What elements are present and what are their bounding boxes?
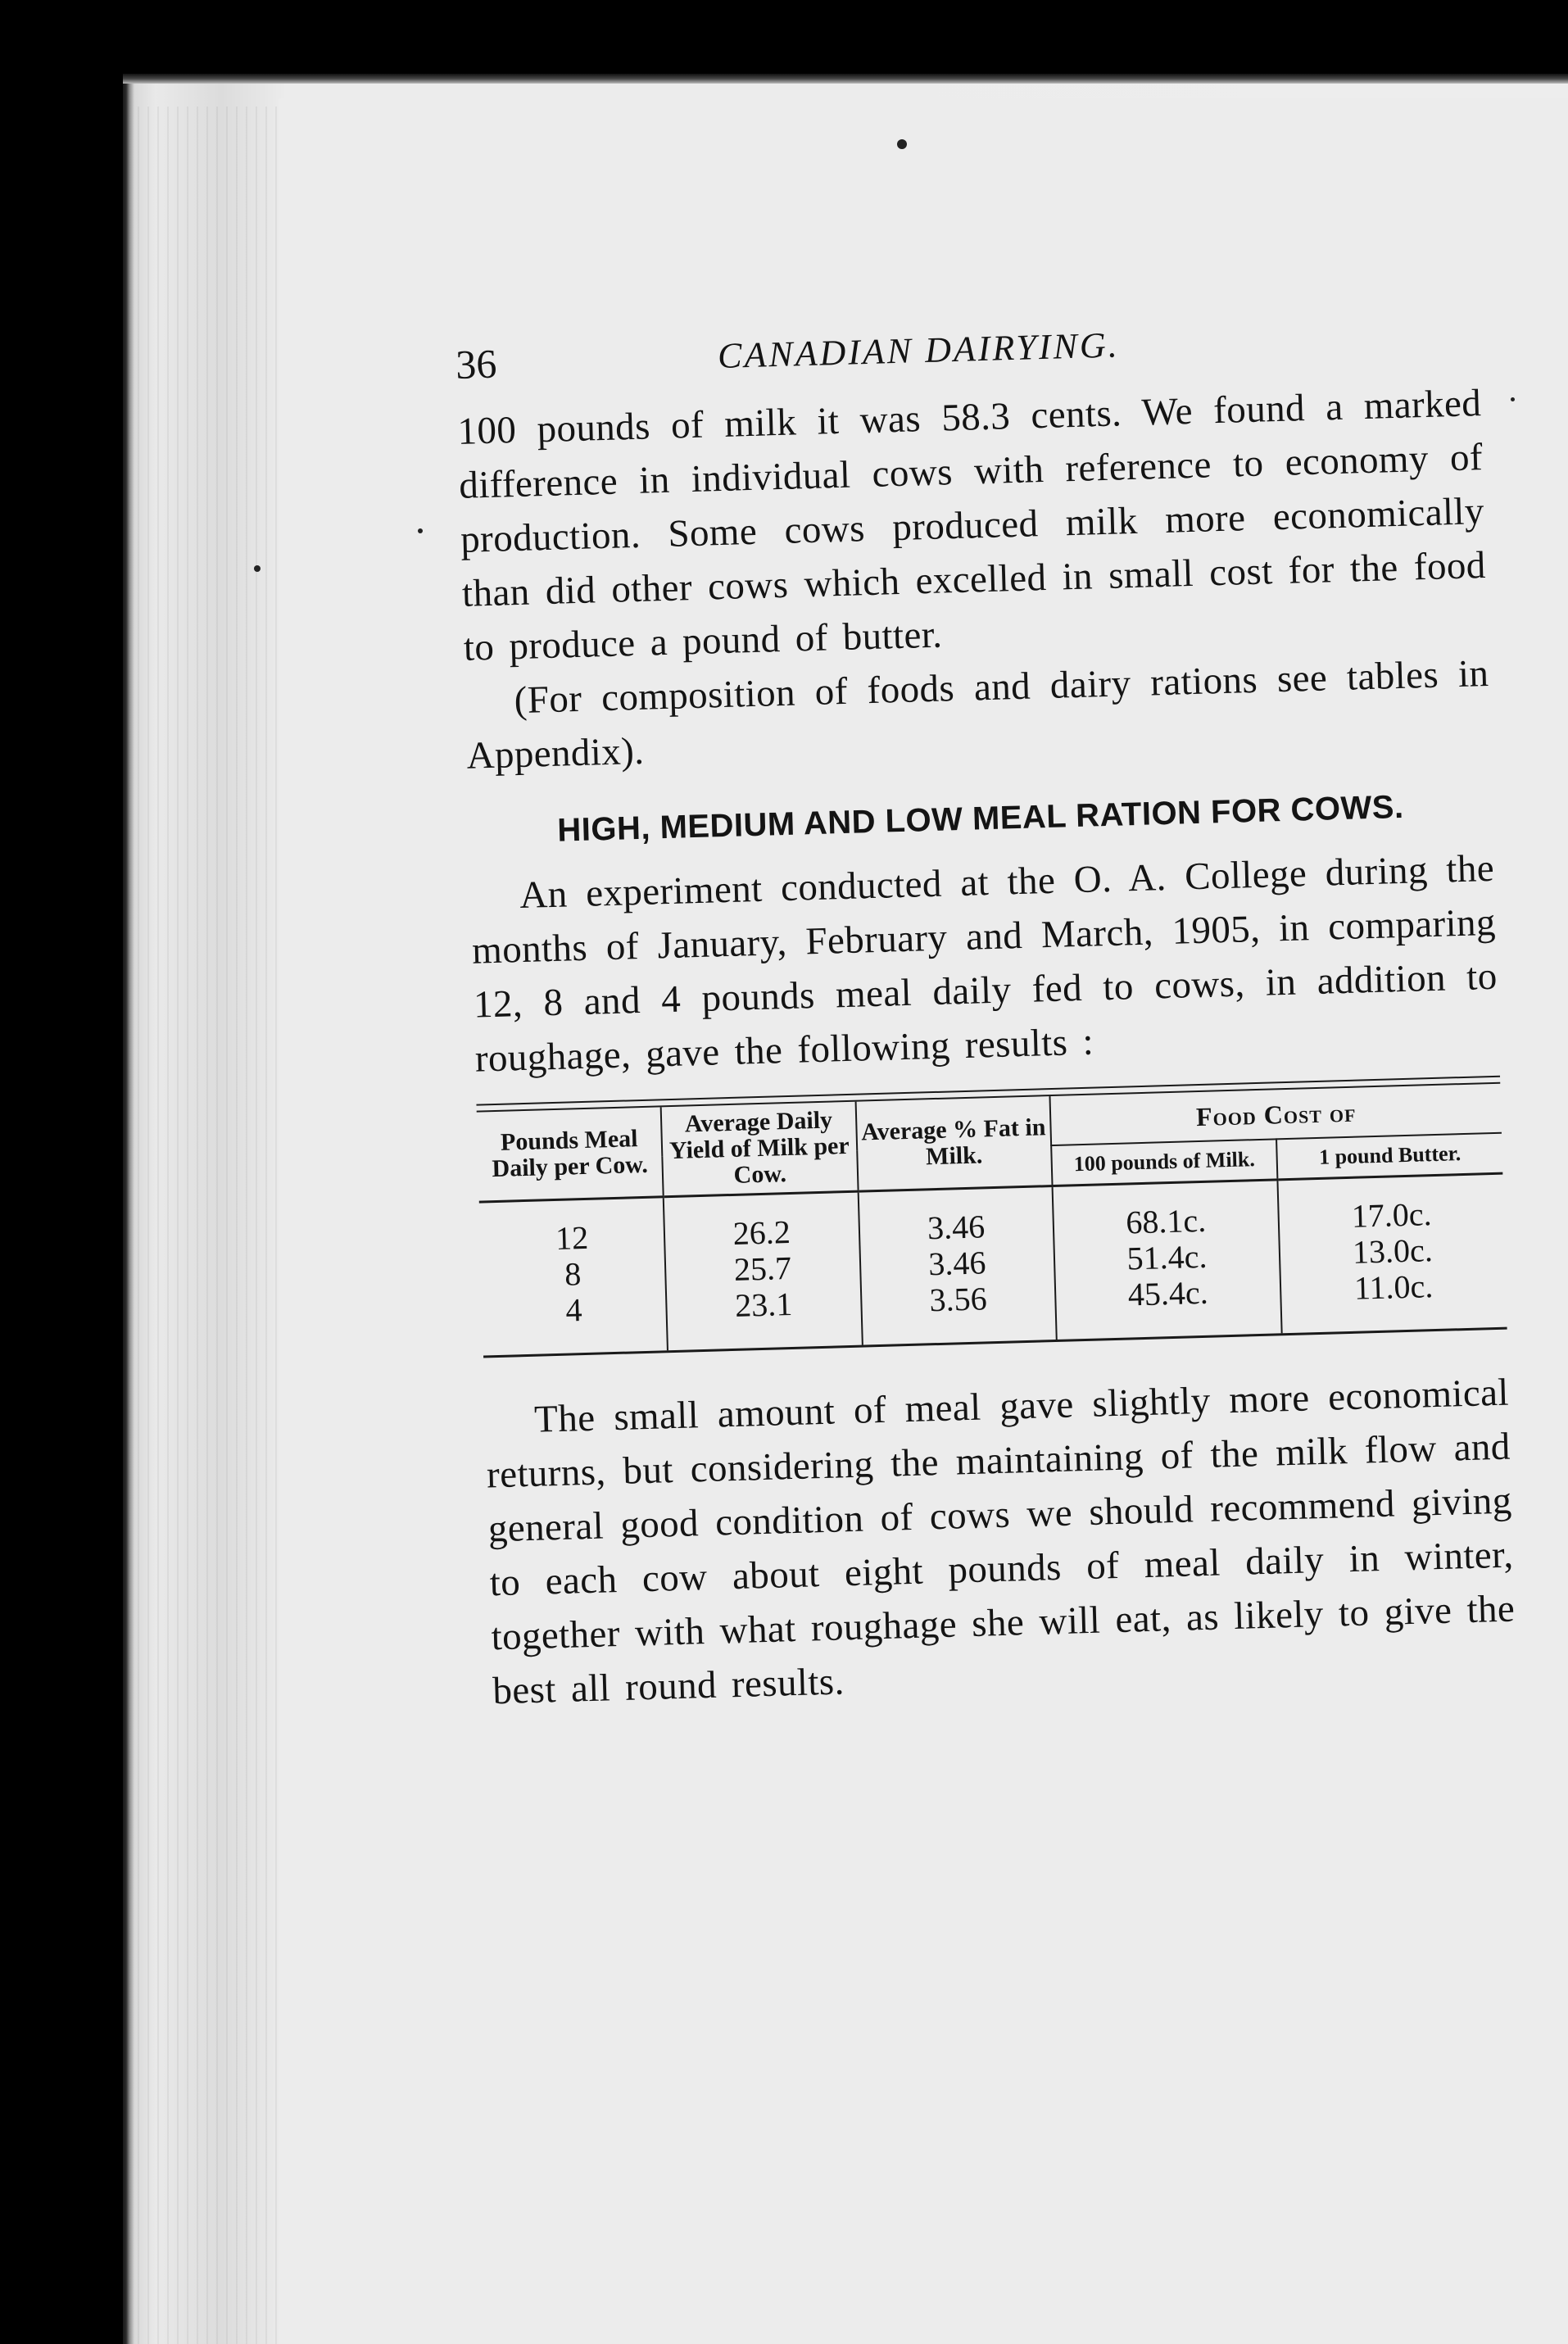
- paragraph-3: An experiment conducted at the O. A. College during the months of January, February and March, 1905, in comparing 12, 8 and 4 pounds meal daily fed to cows, in addition to roughage, gave the following results :: [471, 846, 1498, 1081]
- section-heading: HIGH, MEDIUM AND LOW MEAL RATION FOR COWS.: [556, 788, 1405, 849]
- page-content: [455, 299, 1517, 1718]
- meal-column: [479, 1197, 668, 1356]
- table-body: [479, 1173, 1507, 1355]
- table-cell: 11.0c.: [1353, 1267, 1434, 1307]
- table-cell: 3.56: [928, 1280, 988, 1319]
- table-cell: 12: [555, 1218, 589, 1257]
- paragraph-4: The small amount of meal gave slightly more economical returns, but considering the maintaining of the milk flow and general good condition of cows we should recommend giving to each cow about eight pounds of meal daily in winter, together with what roughage she will eat, as likely to give the best all round results.: [486, 1371, 1516, 1713]
- results-table: [476, 1076, 1507, 1358]
- table-cell: 68.1c.: [1125, 1201, 1207, 1241]
- header-fat: Average % Fat in Milk.: [855, 1096, 1052, 1191]
- page-number: 36: [455, 340, 498, 388]
- dust-speck: [897, 139, 907, 149]
- fat-column: [858, 1186, 1057, 1345]
- table-cell: 3.46: [927, 1208, 986, 1247]
- paragraph-1: 100 pounds of milk it was 58.3 cents. We found a marked difference in individual cows with reference to economy of production. Some cows produced milk more economically than did other cows which excelled in small cost for the food to produce a pound of butter.: [456, 382, 1487, 669]
- dust-speck: [254, 565, 261, 572]
- header-yield: Average Daily Yield of Milk per Cow.: [661, 1102, 858, 1197]
- page-edge-lines: [129, 107, 293, 2344]
- table-cell: 3.46: [927, 1244, 986, 1283]
- dust-speck: [1511, 397, 1515, 401]
- table-cell: 23.1: [734, 1285, 793, 1324]
- table-cell: 17.0c.: [1351, 1195, 1433, 1235]
- table-cell: 13.0c.: [1352, 1231, 1434, 1271]
- header-cost-butter: 1 pound Butter.: [1276, 1132, 1502, 1179]
- results-table-grid: [477, 1084, 1507, 1356]
- table-cell: 4: [564, 1291, 583, 1329]
- running-title: CANADIAN DAIRYING.: [717, 324, 1121, 377]
- cost-milk-column: [1053, 1180, 1282, 1340]
- table-cell: 8: [564, 1255, 582, 1293]
- header-meal: Pounds Meal Daily per Cow.: [477, 1107, 664, 1202]
- paragraph-2: (For composition of foods and dairy rations see tables in Appendix).: [465, 651, 1489, 778]
- table-cell: 45.4c.: [1127, 1273, 1209, 1313]
- dust-speck: [418, 528, 423, 533]
- cost-butter-column: [1277, 1173, 1507, 1333]
- yield-column: [664, 1191, 863, 1350]
- header-food-cost: Food Cost of: [1049, 1084, 1501, 1145]
- table-cell: 25.7: [733, 1249, 792, 1288]
- table-cell: 26.2: [732, 1213, 791, 1252]
- table-cell: 51.4c.: [1126, 1237, 1208, 1277]
- header-cost-milk: 100 pounds of Milk.: [1051, 1139, 1277, 1186]
